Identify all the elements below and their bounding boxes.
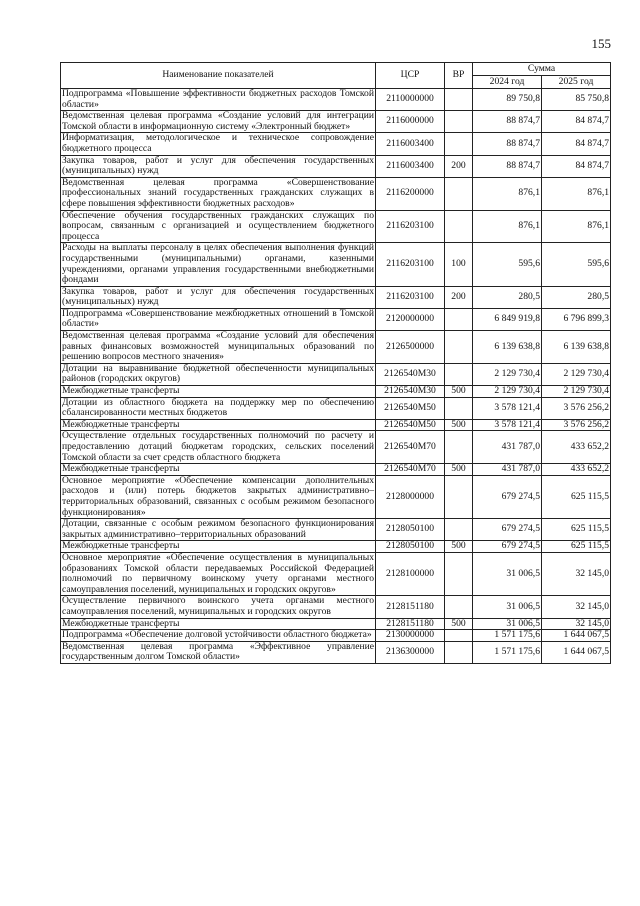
row-amount-2024: 3 578 121,4 bbox=[473, 419, 542, 431]
header-year-2024: 2024 год bbox=[473, 76, 542, 89]
row-name: Межбюджетные трансферты bbox=[61, 419, 376, 431]
row-csr: 2130000000 bbox=[376, 630, 445, 642]
row-amount-2024: 88 874,7 bbox=[473, 111, 542, 133]
table-row bbox=[61, 155, 611, 177]
row-csr: 2116200000 bbox=[376, 177, 445, 210]
table-row bbox=[61, 177, 611, 210]
row-amount-2024: 280,5 bbox=[473, 286, 542, 308]
table-row bbox=[61, 475, 611, 518]
row-csr: 2128100000 bbox=[376, 552, 445, 595]
row-amount-2025: 876,1 bbox=[542, 177, 611, 210]
row-amount-2024: 431 787,0 bbox=[473, 464, 542, 476]
row-vr bbox=[445, 519, 473, 541]
row-name: Ведомственная целевая программа «Эффективное управление государственным долгом Томской области» bbox=[62, 640, 374, 663]
row-vr: 200 bbox=[445, 155, 473, 177]
row-name: Обеспечение обучения государственных гражданских служащих по вопросам, связанным с организацией и осуществлением бюджетного процесса bbox=[62, 209, 374, 242]
row-name: Закупка товаров, работ и услуг для обеспечения государственных (муниципальных) нужд bbox=[62, 154, 374, 177]
row-csr: 2116203100 bbox=[376, 286, 445, 308]
row-amount-2025: 32 145,0 bbox=[542, 552, 611, 595]
table-header bbox=[61, 63, 611, 89]
row-amount-2024: 6 849 919,8 bbox=[473, 308, 542, 330]
row-name: Осуществление первичного воинского учета органами местного самоуправления поселений, муниципальных и городских округов bbox=[62, 595, 374, 617]
row-name: Основное мероприятие «Обеспечение осуществления в муниципальных образованиях Томской области передаваемых Российской Федерацией полномочий по первичному воинскому учету органами местного самоуправления поселений, муниципальных и городских округов» bbox=[62, 551, 374, 595]
row-vr: 100 bbox=[445, 243, 473, 286]
header-year-2025: 2025 год bbox=[542, 76, 611, 89]
budget-table bbox=[60, 62, 611, 664]
row-name: Дотации из областного бюджета на поддержку мер по обеспечению сбалансированности местных бюджетов bbox=[62, 396, 374, 419]
row-amount-2025: 32 145,0 bbox=[542, 618, 611, 630]
row-csr: 2116203100 bbox=[376, 210, 445, 243]
row-name: Ведомственная целевая программа «Создание условий для интеграции Томской области в информационную систему «Электронный бюджет» bbox=[62, 110, 374, 132]
row-amount-2024: 31 006,5 bbox=[473, 552, 542, 595]
row-vr bbox=[445, 475, 473, 518]
table-row bbox=[61, 618, 611, 630]
row-name: Ведомственная целевая программа «Совершенствование профессиональных знаний государственных гражданских служащих в сфере повышения эффективности бюджетных расходов» bbox=[62, 176, 374, 209]
row-vr bbox=[445, 552, 473, 595]
row-csr: 2116003400 bbox=[376, 133, 445, 155]
table-row bbox=[61, 541, 611, 553]
row-amount-2025: 1 644 067,5 bbox=[542, 641, 611, 663]
row-csr: 2128151180 bbox=[376, 596, 445, 618]
row-name: Межбюджетные трансферты bbox=[61, 464, 376, 476]
row-amount-2024: 1 571 175,6 bbox=[473, 630, 542, 642]
row-amount-2025: 32 145,0 bbox=[542, 596, 611, 618]
table-row bbox=[61, 210, 611, 243]
row-csr: 2126540М50 bbox=[376, 397, 445, 419]
row-vr: 500 bbox=[445, 464, 473, 476]
row-vr: 500 bbox=[445, 618, 473, 630]
row-csr: 2126540М30 bbox=[376, 363, 445, 385]
row-vr: 500 bbox=[445, 419, 473, 431]
row-vr bbox=[445, 431, 473, 464]
row-amount-2025: 1 644 067,5 bbox=[542, 630, 611, 642]
row-amount-2024: 89 750,8 bbox=[473, 89, 542, 111]
row-amount-2024: 679 274,5 bbox=[473, 519, 542, 541]
table-row bbox=[61, 111, 611, 133]
row-vr bbox=[445, 308, 473, 330]
row-csr: 2110000000 bbox=[376, 89, 445, 111]
table-row bbox=[61, 386, 611, 398]
row-amount-2024: 431 787,0 bbox=[473, 431, 542, 464]
row-vr bbox=[445, 397, 473, 419]
row-csr: 2126540М70 bbox=[376, 464, 445, 476]
row-amount-2025: 84 874,7 bbox=[542, 133, 611, 155]
row-amount-2024: 595,6 bbox=[473, 243, 542, 286]
row-name: Межбюджетные трансферты bbox=[61, 386, 376, 398]
row-amount-2025: 85 750,8 bbox=[542, 89, 611, 111]
row-amount-2025: 595,6 bbox=[542, 243, 611, 286]
row-vr bbox=[445, 89, 473, 111]
row-name: Закупка товаров, работ и услуг для обеспечения государственных (муниципальных) нужд bbox=[62, 285, 374, 308]
row-csr: 2128151180 bbox=[376, 618, 445, 630]
header-vr: ВР bbox=[445, 63, 473, 89]
table-row bbox=[61, 308, 611, 330]
row-amount-2024: 876,1 bbox=[473, 210, 542, 243]
table-row bbox=[61, 519, 611, 541]
row-amount-2025: 876,1 bbox=[542, 210, 611, 243]
table-row bbox=[61, 397, 611, 419]
table-row bbox=[61, 331, 611, 364]
row-vr bbox=[445, 630, 473, 642]
header-csr: ЦСР bbox=[376, 63, 445, 89]
row-name: Информатизация, методологическое и техническое сопровождение бюджетного процесса bbox=[62, 132, 374, 154]
row-csr: 2136300000 bbox=[376, 641, 445, 663]
row-vr: 200 bbox=[445, 286, 473, 308]
row-vr bbox=[445, 111, 473, 133]
row-amount-2025: 2 129 730,4 bbox=[542, 363, 611, 385]
row-amount-2025: 84 874,7 bbox=[542, 111, 611, 133]
row-amount-2024: 2 129 730,4 bbox=[473, 386, 542, 398]
row-csr: 2120000000 bbox=[376, 308, 445, 330]
row-amount-2024: 88 874,7 bbox=[473, 133, 542, 155]
row-name: Основное мероприятие «Обеспечение компенсации дополнительных расходов и (или) потерь бюджетов закрытых административно–территориальных образований, связанных с особым режимом безопасного функционирования» bbox=[62, 474, 374, 518]
row-name: Дотации, связанные с особым режимом безопасного функционирования закрытых административно–территориальных образований bbox=[62, 518, 374, 540]
row-csr: 2128000000 bbox=[376, 475, 445, 518]
row-amount-2025: 280,5 bbox=[542, 286, 611, 308]
row-csr: 2116203100 bbox=[376, 243, 445, 286]
table-row bbox=[61, 286, 611, 308]
row-vr: 500 bbox=[445, 541, 473, 553]
table-body bbox=[61, 89, 611, 664]
row-amount-2024: 876,1 bbox=[473, 177, 542, 210]
table-row bbox=[61, 243, 611, 286]
table-row bbox=[61, 363, 611, 385]
row-vr: 500 bbox=[445, 386, 473, 398]
row-csr: 2126500000 bbox=[376, 331, 445, 364]
row-amount-2024: 31 006,5 bbox=[473, 618, 542, 630]
row-amount-2025: 3 576 256,2 bbox=[542, 397, 611, 419]
row-vr bbox=[445, 641, 473, 663]
table-row bbox=[61, 464, 611, 476]
row-name: Межбюджетные трансферты bbox=[61, 541, 376, 553]
row-amount-2025: 3 576 256,2 bbox=[542, 419, 611, 431]
row-amount-2025: 625 115,5 bbox=[542, 519, 611, 541]
table-row bbox=[61, 431, 611, 464]
row-amount-2024: 2 129 730,4 bbox=[473, 363, 542, 385]
row-amount-2025: 2 129 730,4 bbox=[542, 386, 611, 398]
row-vr bbox=[445, 331, 473, 364]
row-amount-2024: 1 571 175,6 bbox=[473, 641, 542, 663]
row-vr bbox=[445, 210, 473, 243]
row-amount-2024: 88 874,7 bbox=[473, 155, 542, 177]
table-row bbox=[61, 552, 611, 595]
row-amount-2024: 679 274,5 bbox=[473, 475, 542, 518]
table-row bbox=[61, 596, 611, 618]
row-csr: 2116003400 bbox=[376, 155, 445, 177]
row-amount-2025: 433 652,2 bbox=[542, 431, 611, 464]
row-amount-2024: 6 139 638,8 bbox=[473, 331, 542, 364]
row-amount-2025: 84 874,7 bbox=[542, 155, 611, 177]
row-csr: 2126540М70 bbox=[376, 431, 445, 464]
table-row bbox=[61, 89, 611, 111]
row-name: Дотации на выравнивание бюджетной обеспеченности муниципальных районов (городских округов) bbox=[62, 362, 374, 385]
row-amount-2025: 625 115,5 bbox=[542, 475, 611, 518]
row-amount-2025: 625 115,5 bbox=[542, 541, 611, 553]
row-csr: 2126540М30 bbox=[376, 386, 445, 398]
row-amount-2024: 31 006,5 bbox=[473, 596, 542, 618]
row-csr: 2128050100 bbox=[376, 541, 445, 553]
row-amount-2024: 3 578 121,4 bbox=[473, 397, 542, 419]
row-amount-2025: 433 652,2 bbox=[542, 464, 611, 476]
row-csr: 2116000000 bbox=[376, 111, 445, 133]
row-name: Подпрограмма «Совершенствование межбюджетных отношений в Томской области» bbox=[62, 307, 374, 330]
row-vr bbox=[445, 177, 473, 210]
page-number: 155 bbox=[591, 36, 611, 51]
table-row bbox=[61, 630, 611, 642]
row-csr: 2126540М50 bbox=[376, 419, 445, 431]
row-name: Подпрограмма «Обеспечение долговой устойчивости областного бюджета» bbox=[61, 630, 376, 642]
row-vr bbox=[445, 133, 473, 155]
row-name: Межбюджетные трансферты bbox=[61, 618, 376, 630]
table-row bbox=[61, 419, 611, 431]
table-row bbox=[61, 641, 611, 663]
row-amount-2025: 6 796 899,3 bbox=[542, 308, 611, 330]
row-name: Расходы на выплаты персоналу в целях обеспечения выполнения функций государственными (муниципальными) органами, казенными учреждениями, органами управления государственными внебюджетными фондами bbox=[62, 242, 374, 286]
header-name: Наименование показателей bbox=[61, 63, 376, 89]
header-sum: Сумма bbox=[473, 63, 611, 76]
row-name: Осуществление отдельных государственных полномочий по расчету и предоставлению дотаций бюджетам городских, сельских поселений Томской области за счет средств областного бюджета bbox=[62, 430, 374, 463]
row-amount-2025: 6 139 638,8 bbox=[542, 331, 611, 364]
row-vr bbox=[445, 596, 473, 618]
row-amount-2024: 679 274,5 bbox=[473, 541, 542, 553]
row-name: Ведомственная целевая программа «Создание условий для обеспечения равных финансовых возможностей муниципальных образований по решению вопросов местного значения» bbox=[62, 330, 374, 363]
row-vr bbox=[445, 363, 473, 385]
table-row bbox=[61, 133, 611, 155]
row-csr: 2128050100 bbox=[376, 519, 445, 541]
row-name: Подпрограмма «Повышение эффективности бюджетных расходов Томской области» bbox=[62, 88, 374, 110]
